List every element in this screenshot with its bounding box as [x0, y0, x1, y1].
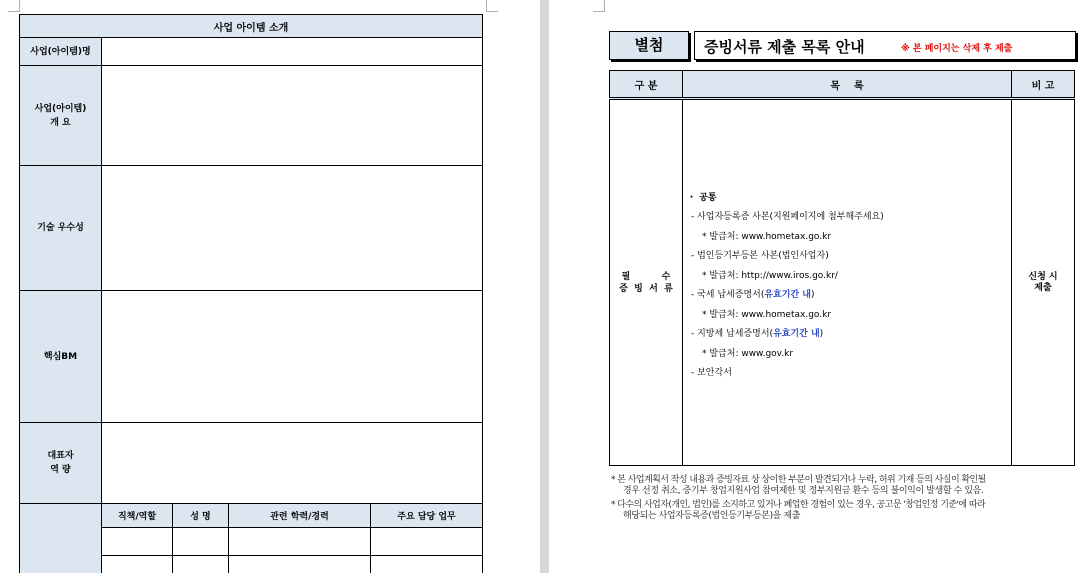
team-header-duty: 주요 담당 업무	[371, 504, 483, 528]
document-page-right	[549, 0, 1083, 573]
ceo-field[interactable]	[102, 423, 483, 504]
row-label-tech: 기술 우수성	[20, 166, 102, 291]
list-item-national-tax: - 국세 납세증명서(유효기간 내)	[691, 290, 815, 300]
category-line1: 필 수	[621, 271, 671, 282]
heading-box	[694, 31, 1076, 60]
list-item-security-pledge: - 보안각서	[691, 368, 732, 378]
team-header-name: 성 명	[173, 504, 229, 528]
category-line2: 증 빙 서 류	[619, 283, 673, 294]
team-cell[interactable]	[173, 528, 229, 556]
list-item-issuer: * 발급처: www.hometax.go.kr	[702, 310, 832, 320]
crop-mark	[593, 0, 605, 12]
team-header-role: 직책/역할	[102, 504, 173, 528]
team-cell[interactable]	[371, 556, 483, 573]
list-item-business-registration: - 사업자등록증 사본(지원페이지에 첨부해주세요)	[691, 212, 884, 222]
remark-line1: 신청 시	[1028, 271, 1058, 282]
footnote-2: * 다수의 사업자(개인, 법인)를 소지하고 있거나 폐업한 경험이 있는 경우, 공고문 '창업인정 기준'에 따라 해당되는 사업자등록증(법인등기부등본)을 제출	[611, 500, 986, 521]
list-item-corporate-register: - 법인등기부등본 사본(법인사업자)	[691, 251, 829, 261]
crop-mark	[486, 0, 498, 12]
validity-highlight: 유효기간 내	[773, 329, 820, 339]
section-title: 사업 아이템 소개	[20, 15, 483, 38]
appendix-label: 별첨	[609, 31, 689, 60]
document-page-left	[0, 0, 540, 573]
overview-field[interactable]	[102, 66, 483, 166]
validity-highlight: 유효기간 내	[764, 290, 811, 300]
row-label-ceo: 대표자 역 량	[20, 423, 102, 504]
evidence-table	[609, 70, 1075, 466]
list-cell	[683, 99, 1012, 466]
list-item-issuer: * 발급처: www.hometax.go.kr	[702, 232, 832, 242]
crop-mark	[8, 0, 20, 12]
bm-field[interactable]	[102, 291, 483, 423]
item-name-field[interactable]	[102, 38, 483, 66]
list-item-local-tax: - 지방세 납세증명서(유효기간 내)	[691, 329, 824, 339]
team-cell[interactable]	[229, 556, 371, 573]
header-category: 구 분	[610, 71, 683, 99]
heading-title: 증빙서류 제출 목록 안내	[704, 38, 865, 56]
list-common: ・ 공통	[687, 193, 717, 203]
header-list: 목 록	[683, 71, 1012, 99]
tech-field[interactable]	[102, 166, 483, 291]
remark-line2: 제출	[1034, 282, 1052, 293]
team-cell[interactable]	[102, 528, 173, 556]
team-cell[interactable]	[102, 556, 173, 573]
team-header-career: 관련 학력/경력	[229, 504, 371, 528]
team-cell[interactable]	[173, 556, 229, 573]
row-label-overview: 사업(아이템) 개 요	[20, 66, 102, 166]
team-label-cell	[20, 504, 102, 573]
heading-note: ※ 본 페이지는 삭제 후 제출	[901, 44, 1013, 54]
header-remark: 비 고	[1012, 71, 1075, 99]
remark-cell	[1012, 99, 1075, 466]
category-cell	[610, 99, 683, 466]
team-cell[interactable]	[371, 528, 483, 556]
list-item-issuer: * 발급처: www.gov.kr	[702, 349, 794, 359]
list-item-issuer: * 발급처: http://www.iros.go.kr/	[702, 271, 838, 281]
business-item-table	[19, 14, 483, 573]
row-label-bm: 핵심BM	[20, 291, 102, 423]
footnote-1: * 본 사업계획서 작성 내용과 증빙자료 상 상이한 부분이 발견되거나 누락, 허위 기재 등의 사실이 확인될 경우 선정 취소, 중기부 창업지원사업 참여제한 및 정부지원금 환수 등의 불이익이 발생할 수 있음.	[611, 475, 986, 496]
team-cell[interactable]	[229, 528, 371, 556]
row-label-item-name: 사업(아이템)명	[20, 38, 102, 66]
